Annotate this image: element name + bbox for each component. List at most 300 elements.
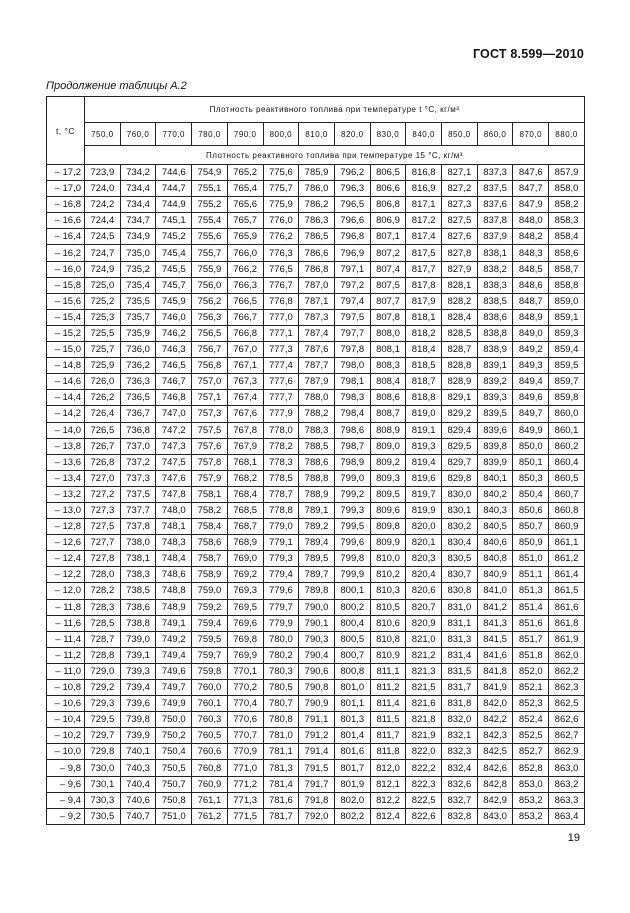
density-cell: 858,6 bbox=[549, 245, 585, 261]
table-row bbox=[47, 197, 585, 213]
density-cell: 790,1 bbox=[299, 615, 335, 631]
density-cell: 725,2 bbox=[85, 293, 121, 309]
density-cell: 849,0 bbox=[513, 325, 549, 341]
density-cell: 827,5 bbox=[442, 213, 478, 229]
density-cell: 769,2 bbox=[227, 567, 263, 583]
density-cell: 727,8 bbox=[85, 551, 121, 567]
density-cell: 725,9 bbox=[85, 358, 121, 374]
density-cell: 739,3 bbox=[120, 663, 156, 679]
density-cell: 811,5 bbox=[370, 712, 406, 728]
density-cell: 819,6 bbox=[406, 470, 442, 486]
density-cell: 780,8 bbox=[263, 712, 299, 728]
table-row bbox=[47, 519, 585, 535]
density-cell: 779,6 bbox=[263, 583, 299, 599]
density-cell: 848,5 bbox=[513, 261, 549, 277]
density-cell: 792,0 bbox=[299, 808, 335, 824]
density-cell: 777,3 bbox=[263, 342, 299, 358]
table-body bbox=[47, 165, 585, 825]
density-cell: 787,6 bbox=[299, 342, 335, 358]
density-cell: 863,0 bbox=[549, 760, 585, 776]
density-cell: 802,2 bbox=[334, 808, 370, 824]
table-row bbox=[47, 551, 585, 567]
density-cell: 729,5 bbox=[85, 712, 121, 728]
density-cell: 801,9 bbox=[334, 776, 370, 792]
density-cell: 831,8 bbox=[442, 696, 478, 712]
table-row bbox=[47, 615, 585, 631]
density-cell: 759,0 bbox=[192, 583, 228, 599]
density-cell: 786,0 bbox=[299, 181, 335, 197]
table-row bbox=[47, 663, 585, 679]
density-cell: 746,3 bbox=[156, 342, 192, 358]
density-cell: 768,2 bbox=[227, 470, 263, 486]
density-cell: 776,3 bbox=[263, 245, 299, 261]
density-cell: 827,8 bbox=[442, 245, 478, 261]
density-cell: 842,9 bbox=[477, 792, 513, 808]
density-cell: 849,6 bbox=[513, 390, 549, 406]
density-cell: 832,8 bbox=[442, 808, 478, 824]
density-cell: 765,9 bbox=[227, 229, 263, 245]
density-cell: 817,4 bbox=[406, 229, 442, 245]
density-cell: 750,7 bbox=[156, 776, 192, 792]
density-cell: 842,0 bbox=[477, 696, 513, 712]
density-cell: 747,3 bbox=[156, 438, 192, 454]
density-cell: 847,9 bbox=[513, 197, 549, 213]
density-cell: 767,6 bbox=[227, 406, 263, 422]
density-cell: 798,9 bbox=[334, 454, 370, 470]
density-cell: 757,1 bbox=[192, 390, 228, 406]
density-cell: 808,7 bbox=[370, 406, 406, 422]
density-cell: 734,4 bbox=[120, 197, 156, 213]
density-cell: 758,6 bbox=[192, 535, 228, 551]
density-cell: 758,1 bbox=[192, 486, 228, 502]
density-cell: 820,6 bbox=[406, 583, 442, 599]
density-cell: 747,2 bbox=[156, 422, 192, 438]
density-cell: 767,1 bbox=[227, 358, 263, 374]
density-cell: 848,2 bbox=[513, 229, 549, 245]
density-cell: 811,7 bbox=[370, 728, 406, 744]
density-cell: 739,0 bbox=[120, 631, 156, 647]
density-cell: 791,8 bbox=[299, 792, 335, 808]
temperature-cell: – 13,8 bbox=[47, 438, 85, 454]
density-cell: 851,7 bbox=[513, 631, 549, 647]
density-cell: 828,2 bbox=[442, 293, 478, 309]
density-cell: 776,7 bbox=[263, 277, 299, 293]
density-cell: 736,2 bbox=[120, 358, 156, 374]
density-cell: 729,8 bbox=[85, 744, 121, 760]
density-cell: 830,1 bbox=[442, 502, 478, 518]
density-cell: 744,6 bbox=[156, 165, 192, 181]
density-cell: 777,7 bbox=[263, 390, 299, 406]
density-cell: 777,9 bbox=[263, 406, 299, 422]
density-cell: 747,8 bbox=[156, 486, 192, 502]
density-cell: 809,0 bbox=[370, 438, 406, 454]
density-cell: 775,9 bbox=[263, 197, 299, 213]
density-cell: 812,0 bbox=[370, 760, 406, 776]
density-cell: 768,1 bbox=[227, 454, 263, 470]
density-cell: 779,9 bbox=[263, 615, 299, 631]
density-cell: 746,2 bbox=[156, 325, 192, 341]
density-cell: 787,4 bbox=[299, 325, 335, 341]
density-cell: 801,3 bbox=[334, 712, 370, 728]
density-cell: 847,7 bbox=[513, 181, 549, 197]
density-cell: 797,4 bbox=[334, 293, 370, 309]
density-cell: 840,2 bbox=[477, 486, 513, 502]
table-row bbox=[47, 470, 585, 486]
temperature-cell: – 14,2 bbox=[47, 406, 85, 422]
density-cell: 861,6 bbox=[549, 599, 585, 615]
density-cell: 808,0 bbox=[370, 325, 406, 341]
density-cell: 755,1 bbox=[192, 181, 228, 197]
density-cell: 745,1 bbox=[156, 213, 192, 229]
density-cell: 829,5 bbox=[442, 438, 478, 454]
temperature-cell: – 16,6 bbox=[47, 213, 85, 229]
table-row bbox=[47, 261, 585, 277]
density-cell: 765,2 bbox=[227, 165, 263, 181]
density-cell: 724,0 bbox=[85, 181, 121, 197]
density-cell: 842,6 bbox=[477, 760, 513, 776]
density-cell: 796,5 bbox=[334, 197, 370, 213]
density-cell: 745,7 bbox=[156, 277, 192, 293]
density-cell: 827,6 bbox=[442, 229, 478, 245]
density-cell: 863,2 bbox=[549, 776, 585, 792]
density-cell: 727,7 bbox=[85, 535, 121, 551]
density-cell: 735,5 bbox=[120, 293, 156, 309]
temperature-cell: – 15,4 bbox=[47, 309, 85, 325]
density-cell: 777,0 bbox=[263, 309, 299, 325]
density-cell: 837,6 bbox=[477, 197, 513, 213]
density-cell: 858,3 bbox=[549, 213, 585, 229]
density-cell: 831,1 bbox=[442, 615, 478, 631]
temperature-header-cell: 880,0 bbox=[549, 123, 585, 146]
temperature-header-cell: 840,0 bbox=[406, 123, 442, 146]
density-cell: 746,0 bbox=[156, 309, 192, 325]
density-cell: 853,0 bbox=[513, 776, 549, 792]
density-cell: 724,2 bbox=[85, 197, 121, 213]
density-cell: 767,4 bbox=[227, 390, 263, 406]
temperature-cell: – 11,4 bbox=[47, 631, 85, 647]
density-cell: 775,6 bbox=[263, 165, 299, 181]
density-cell: 852,1 bbox=[513, 680, 549, 696]
density-cell: 859,0 bbox=[549, 293, 585, 309]
density-cell: 740,4 bbox=[120, 776, 156, 792]
density-cell: 727,0 bbox=[85, 470, 121, 486]
density-cell: 780,2 bbox=[263, 647, 299, 663]
density-cell: 812,1 bbox=[370, 776, 406, 792]
density-cell: 819,1 bbox=[406, 422, 442, 438]
density-cell: 799,2 bbox=[334, 486, 370, 502]
density-cell: 839,3 bbox=[477, 390, 513, 406]
t-column-header: t, °C bbox=[47, 97, 85, 165]
density-cell: 748,1 bbox=[156, 519, 192, 535]
density-cell: 842,5 bbox=[477, 744, 513, 760]
density-cell: 820,9 bbox=[406, 615, 442, 631]
density-cell: 737,3 bbox=[120, 470, 156, 486]
density-cell: 759,8 bbox=[192, 663, 228, 679]
density-cell: 858,4 bbox=[549, 229, 585, 245]
density-cell: 849,9 bbox=[513, 422, 549, 438]
density-cell: 737,0 bbox=[120, 438, 156, 454]
density-cell: 759,5 bbox=[192, 631, 228, 647]
density-cell: 851,6 bbox=[513, 615, 549, 631]
density-cell: 831,0 bbox=[442, 599, 478, 615]
density-cell: 776,0 bbox=[263, 213, 299, 229]
temperature-header-cell: 860,0 bbox=[477, 123, 513, 146]
density-cell: 821,5 bbox=[406, 680, 442, 696]
density-cell: 756,2 bbox=[192, 293, 228, 309]
density-cell: 735,9 bbox=[120, 325, 156, 341]
density-cell: 859,3 bbox=[549, 325, 585, 341]
density-cell: 738,3 bbox=[120, 567, 156, 583]
density-cell: 811,2 bbox=[370, 680, 406, 696]
density-cell: 779,7 bbox=[263, 599, 299, 615]
density-cell: 862,0 bbox=[549, 647, 585, 663]
density-cell: 736,5 bbox=[120, 390, 156, 406]
temperature-cell: – 15,8 bbox=[47, 277, 85, 293]
density-cell: 798,0 bbox=[334, 358, 370, 374]
density-cell: 860,4 bbox=[549, 454, 585, 470]
density-cell: 858,2 bbox=[549, 197, 585, 213]
temperature-cell: – 11,0 bbox=[47, 663, 85, 679]
density-cell: 786,3 bbox=[299, 213, 335, 229]
density-cell: 769,9 bbox=[227, 647, 263, 663]
density-cell: 809,6 bbox=[370, 502, 406, 518]
density-cell: 788,0 bbox=[299, 390, 335, 406]
density-cell: 770,4 bbox=[227, 696, 263, 712]
temperature-cell: – 11,8 bbox=[47, 599, 85, 615]
density-cell: 791,5 bbox=[299, 760, 335, 776]
density-cell: 789,5 bbox=[299, 551, 335, 567]
page-number: 19 bbox=[567, 832, 580, 844]
density-cell: 778,3 bbox=[263, 454, 299, 470]
density-cell: 810,9 bbox=[370, 647, 406, 663]
density-cell: 760,1 bbox=[192, 696, 228, 712]
density-cell: 735,0 bbox=[120, 245, 156, 261]
density-cell: 852,3 bbox=[513, 696, 549, 712]
density-cell: 730,0 bbox=[85, 760, 121, 776]
density-cell: 755,4 bbox=[192, 213, 228, 229]
density-cell: 735,4 bbox=[120, 277, 156, 293]
density-cell: 862,6 bbox=[549, 712, 585, 728]
temperature-cell: – 9,6 bbox=[47, 776, 85, 792]
density-cell: 848,9 bbox=[513, 309, 549, 325]
density-cell: 740,1 bbox=[120, 744, 156, 760]
density-cell: 850,7 bbox=[513, 519, 549, 535]
density-cell: 841,8 bbox=[477, 663, 513, 679]
density-cell: 810,2 bbox=[370, 567, 406, 583]
density-cell: 841,9 bbox=[477, 680, 513, 696]
document-code: ГОСТ 8.599—2010 bbox=[472, 47, 584, 61]
density-cell: 837,8 bbox=[477, 213, 513, 229]
density-cell: 806,9 bbox=[370, 213, 406, 229]
density-cell: 726,0 bbox=[85, 374, 121, 390]
density-cell: 790,3 bbox=[299, 631, 335, 647]
density-cell: 816,9 bbox=[406, 181, 442, 197]
density-cell: 849,3 bbox=[513, 358, 549, 374]
density-cell: 746,8 bbox=[156, 390, 192, 406]
density-cell: 778,0 bbox=[263, 422, 299, 438]
density-cell: 766,2 bbox=[227, 261, 263, 277]
density-cell: 750,2 bbox=[156, 728, 192, 744]
density-cell: 829,4 bbox=[442, 422, 478, 438]
density-cell: 790,0 bbox=[299, 599, 335, 615]
density-cell: 809,3 bbox=[370, 470, 406, 486]
density-cell: 791,4 bbox=[299, 744, 335, 760]
temperature-cell: – 17,0 bbox=[47, 181, 85, 197]
density-cell: 777,1 bbox=[263, 325, 299, 341]
density-cell: 822,2 bbox=[406, 760, 442, 776]
density-cell: 766,3 bbox=[227, 277, 263, 293]
density-cell: 852,4 bbox=[513, 712, 549, 728]
density-cell: 739,9 bbox=[120, 728, 156, 744]
density-cell: 723,9 bbox=[85, 165, 121, 181]
density-cell: 769,8 bbox=[227, 631, 263, 647]
density-cell: 726,5 bbox=[85, 422, 121, 438]
density-cell: 851,8 bbox=[513, 647, 549, 663]
table-row bbox=[47, 776, 585, 792]
density-cell: 755,7 bbox=[192, 245, 228, 261]
temperature-cell: – 11,6 bbox=[47, 615, 85, 631]
table-row bbox=[47, 744, 585, 760]
table-row bbox=[47, 358, 585, 374]
density-cell: 745,5 bbox=[156, 261, 192, 277]
density-cell: 807,1 bbox=[370, 229, 406, 245]
temperature-cell: – 16,8 bbox=[47, 197, 85, 213]
density-cell: 851,1 bbox=[513, 567, 549, 583]
density-cell: 779,1 bbox=[263, 535, 299, 551]
density-cell: 749,2 bbox=[156, 631, 192, 647]
table-row bbox=[47, 390, 585, 406]
density-cell: 796,8 bbox=[334, 229, 370, 245]
density-cell: 790,4 bbox=[299, 647, 335, 663]
density-cell: 821,3 bbox=[406, 663, 442, 679]
temperature-header-cell: 820,0 bbox=[334, 123, 370, 146]
table-row bbox=[47, 808, 585, 824]
density-cell: 797,5 bbox=[334, 309, 370, 325]
density-cell: 788,3 bbox=[299, 422, 335, 438]
density-cell: 821,0 bbox=[406, 631, 442, 647]
density-cell: 780,0 bbox=[263, 631, 299, 647]
density-cell: 848,3 bbox=[513, 245, 549, 261]
density-cell: 789,1 bbox=[299, 502, 335, 518]
density-cell: 757,8 bbox=[192, 454, 228, 470]
density-cell: 766,8 bbox=[227, 325, 263, 341]
density-cell: 838,9 bbox=[477, 342, 513, 358]
temperature-cell: – 12,6 bbox=[47, 535, 85, 551]
density-cell: 832,4 bbox=[442, 760, 478, 776]
density-cell: 757,6 bbox=[192, 438, 228, 454]
density-cell: 756,8 bbox=[192, 358, 228, 374]
temperature-cell: – 15,0 bbox=[47, 342, 85, 358]
density-cell: 725,3 bbox=[85, 309, 121, 325]
temperature-cell: – 14,6 bbox=[47, 374, 85, 390]
density-cell: 756,0 bbox=[192, 277, 228, 293]
density-cell: 808,4 bbox=[370, 374, 406, 390]
density-cell: 827,1 bbox=[442, 165, 478, 181]
density-cell: 787,7 bbox=[299, 358, 335, 374]
density-cell: 786,2 bbox=[299, 197, 335, 213]
density-cell: 789,7 bbox=[299, 567, 335, 583]
density-cell: 750,8 bbox=[156, 792, 192, 808]
density-cell: 780,3 bbox=[263, 663, 299, 679]
density-cell: 839,2 bbox=[477, 374, 513, 390]
table-row bbox=[47, 712, 585, 728]
density-cell: 734,9 bbox=[120, 229, 156, 245]
density-cell: 859,4 bbox=[549, 342, 585, 358]
density-cell: 739,4 bbox=[120, 680, 156, 696]
table-row bbox=[47, 502, 585, 518]
density-cell: 852,7 bbox=[513, 744, 549, 760]
density-cell: 850,1 bbox=[513, 454, 549, 470]
density-cell: 860,1 bbox=[549, 422, 585, 438]
density-cell: 744,7 bbox=[156, 181, 192, 197]
density-cell: 726,8 bbox=[85, 454, 121, 470]
density-cell: 725,0 bbox=[85, 277, 121, 293]
density-cell: 779,4 bbox=[263, 567, 299, 583]
density-cell: 839,1 bbox=[477, 358, 513, 374]
density-cell: 808,9 bbox=[370, 422, 406, 438]
table-row bbox=[47, 277, 585, 293]
table-row bbox=[47, 342, 585, 358]
density-cell: 771,3 bbox=[227, 792, 263, 808]
density-cell: 747,6 bbox=[156, 470, 192, 486]
density-cell: 850,3 bbox=[513, 470, 549, 486]
temperature-cell: – 15,2 bbox=[47, 325, 85, 341]
density-cell: 829,7 bbox=[442, 454, 478, 470]
density-cell: 800,5 bbox=[334, 631, 370, 647]
density-cell: 799,3 bbox=[334, 502, 370, 518]
table-row bbox=[47, 728, 585, 744]
density-cell: 778,7 bbox=[263, 486, 299, 502]
temperature-cell: – 9,4 bbox=[47, 792, 85, 808]
density-cell: 730,3 bbox=[85, 792, 121, 808]
density-cell: 787,3 bbox=[299, 309, 335, 325]
temperature-cell: – 10,2 bbox=[47, 728, 85, 744]
density-cell: 780,7 bbox=[263, 696, 299, 712]
density-cell: 724,9 bbox=[85, 261, 121, 277]
density-cell: 736,3 bbox=[120, 374, 156, 390]
density-cell: 781,6 bbox=[263, 792, 299, 808]
density-cell: 827,2 bbox=[442, 181, 478, 197]
density-cell: 861,2 bbox=[549, 551, 585, 567]
density-cell: 750,5 bbox=[156, 760, 192, 776]
density-cell: 799,0 bbox=[334, 470, 370, 486]
density-cell: 757,9 bbox=[192, 470, 228, 486]
density-cell: 749,7 bbox=[156, 680, 192, 696]
density-cell: 859,8 bbox=[549, 390, 585, 406]
density-cell: 748,9 bbox=[156, 599, 192, 615]
table-row bbox=[47, 535, 585, 551]
table-row bbox=[47, 374, 585, 390]
density-cell: 853,2 bbox=[513, 808, 549, 824]
temperature-header-cell: 850,0 bbox=[442, 123, 478, 146]
density-cell: 830,4 bbox=[442, 535, 478, 551]
density-cell: 727,3 bbox=[85, 502, 121, 518]
density-cell: 798,4 bbox=[334, 406, 370, 422]
density-cell: 767,9 bbox=[227, 438, 263, 454]
density-cell: 817,1 bbox=[406, 197, 442, 213]
density-cell: 861,8 bbox=[549, 615, 585, 631]
density-cell: 799,6 bbox=[334, 535, 370, 551]
density-cell: 758,9 bbox=[192, 567, 228, 583]
density-cell: 840,3 bbox=[477, 502, 513, 518]
density-cell: 863,3 bbox=[549, 792, 585, 808]
density-cell: 829,8 bbox=[442, 470, 478, 486]
table-row bbox=[47, 165, 585, 181]
density-cell: 758,7 bbox=[192, 551, 228, 567]
density-cell: 838,8 bbox=[477, 325, 513, 341]
density-cell: 777,6 bbox=[263, 374, 299, 390]
density-cell: 785,9 bbox=[299, 165, 335, 181]
